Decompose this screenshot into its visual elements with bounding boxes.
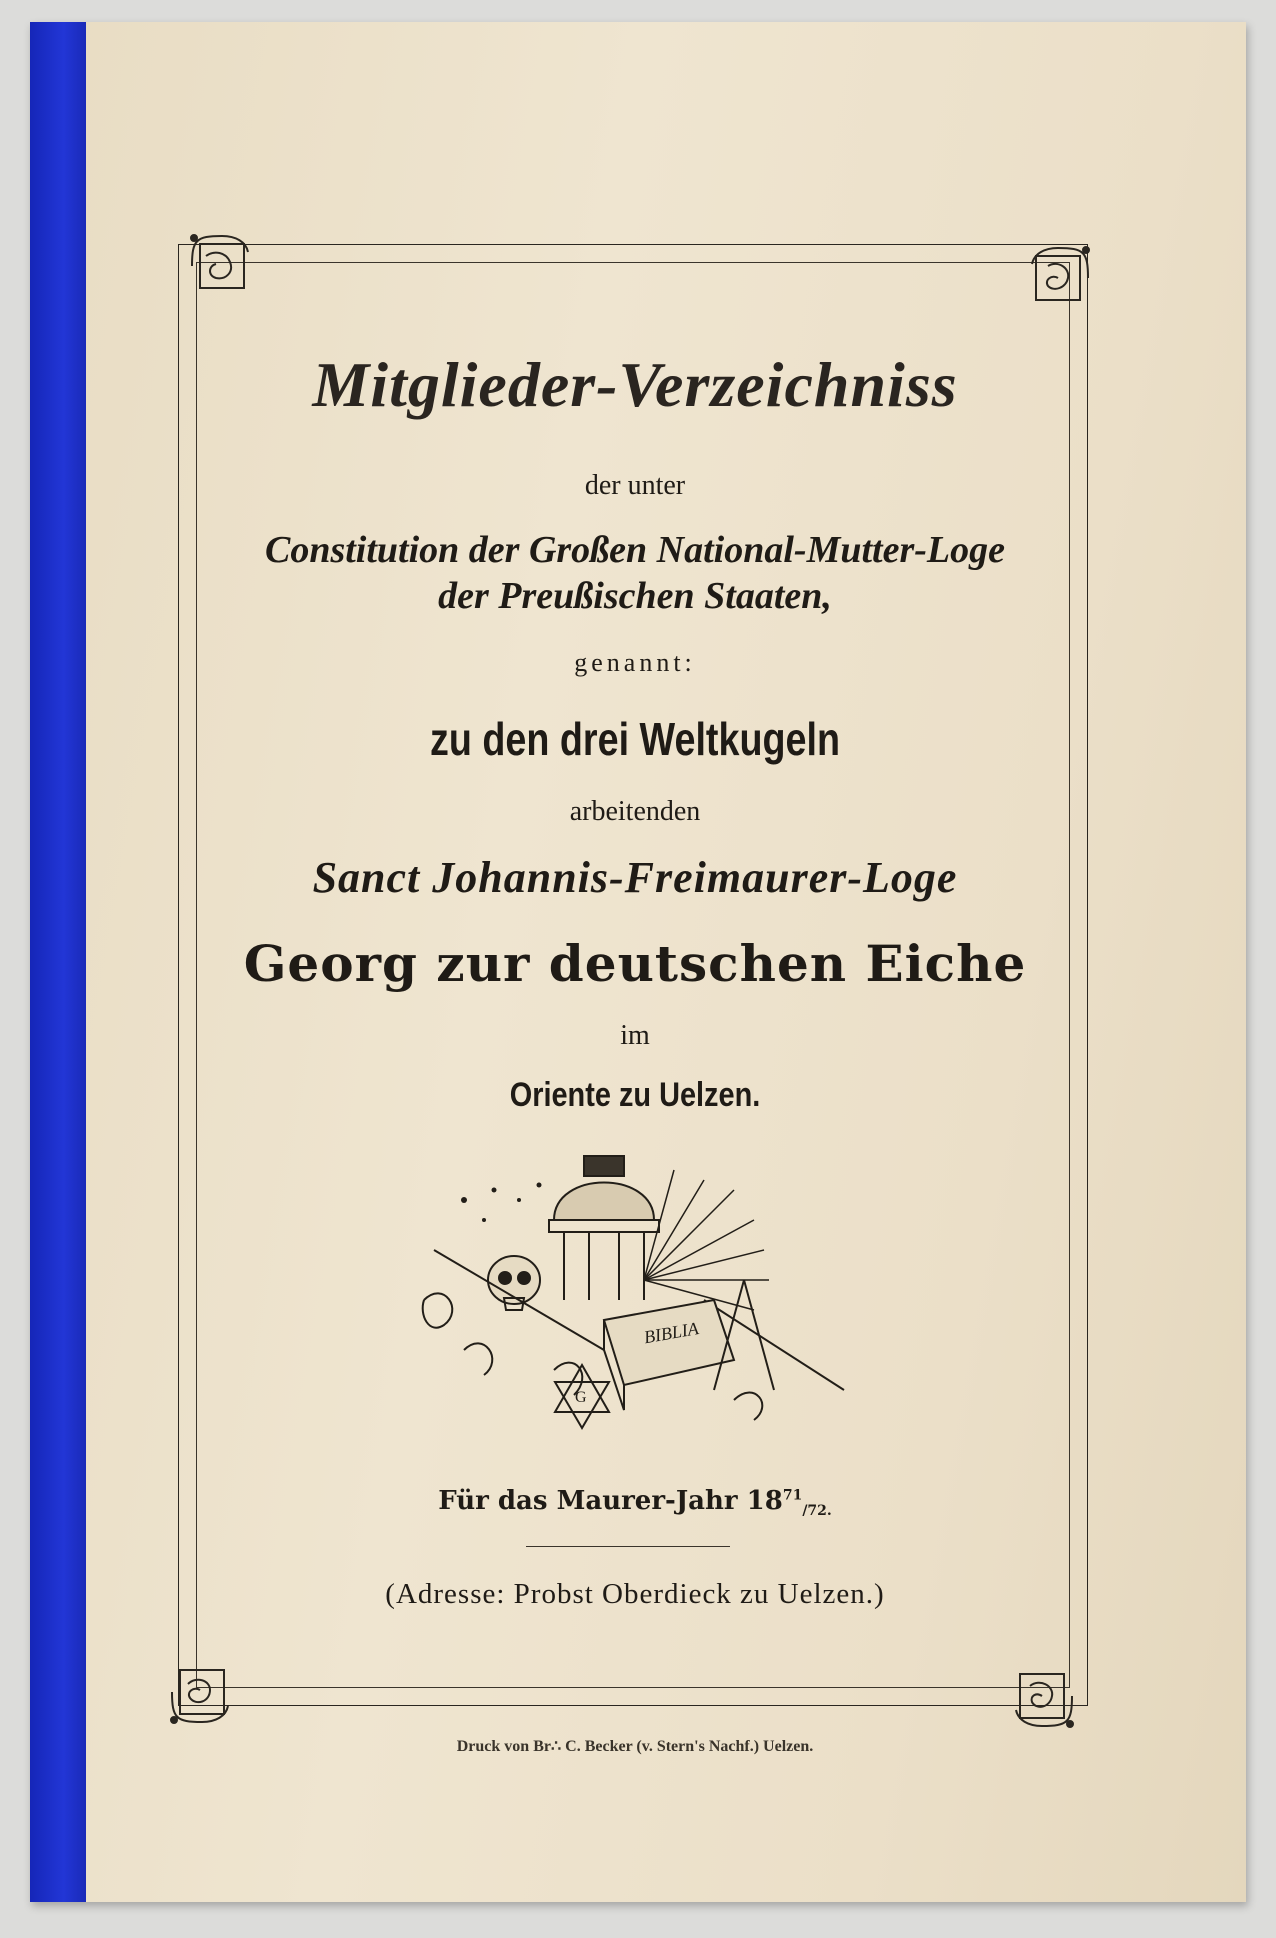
text-maurer-jahr <box>200 1486 1070 1519</box>
text-drei-weltkugeln: zu den drei Weltkugeln <box>429 713 841 765</box>
text-oriente: Oriente zu Uelzen. <box>509 1076 761 1114</box>
text-arbeitenden: arbeitenden <box>569 796 701 827</box>
masonic-emblem-vignette <box>404 1150 854 1440</box>
text-der-unter: der unter <box>584 470 686 501</box>
text-im: im <box>620 1020 650 1051</box>
ornamental-corner-icon <box>1006 1660 1078 1732</box>
text-constitution-line1: Constitution der Großen National-Mutter-Loge <box>264 529 1006 571</box>
blue-binding-spine <box>30 22 86 1902</box>
divider-rule <box>526 1546 730 1547</box>
document-title: Mitglieder-Verzeichniss <box>312 349 958 420</box>
printer-imprint: Druck von Br∴ C. Becker (v. Stern's Nachf.) Uelzen. <box>456 1738 814 1755</box>
ornamental-corner-icon <box>186 230 258 302</box>
ornamental-corner-icon <box>166 1656 238 1728</box>
year-prefix: Für das Maurer-Jahr 18 <box>438 1486 783 1516</box>
ornamental-corner-icon <box>1022 242 1094 314</box>
text-genannt: genannt: <box>574 648 696 677</box>
vignette-star-letter: G <box>575 1389 587 1406</box>
vignette-book-label: BIBLIA <box>642 1318 701 1348</box>
text-constitution-line2: der Preußischen Staaten, <box>438 575 832 617</box>
lodge-name: Georg zur deutschen Eiche <box>243 934 1027 993</box>
year-subscript: /72. <box>802 1503 832 1520</box>
text-address: (Adresse: Probst Oberdieck zu Uelzen.) <box>385 1578 885 1610</box>
year-superscript: 71 <box>782 1487 803 1504</box>
text-sanct-johannis-loge: Sanct Johannis-Freimaurer-Loge <box>312 853 958 902</box>
